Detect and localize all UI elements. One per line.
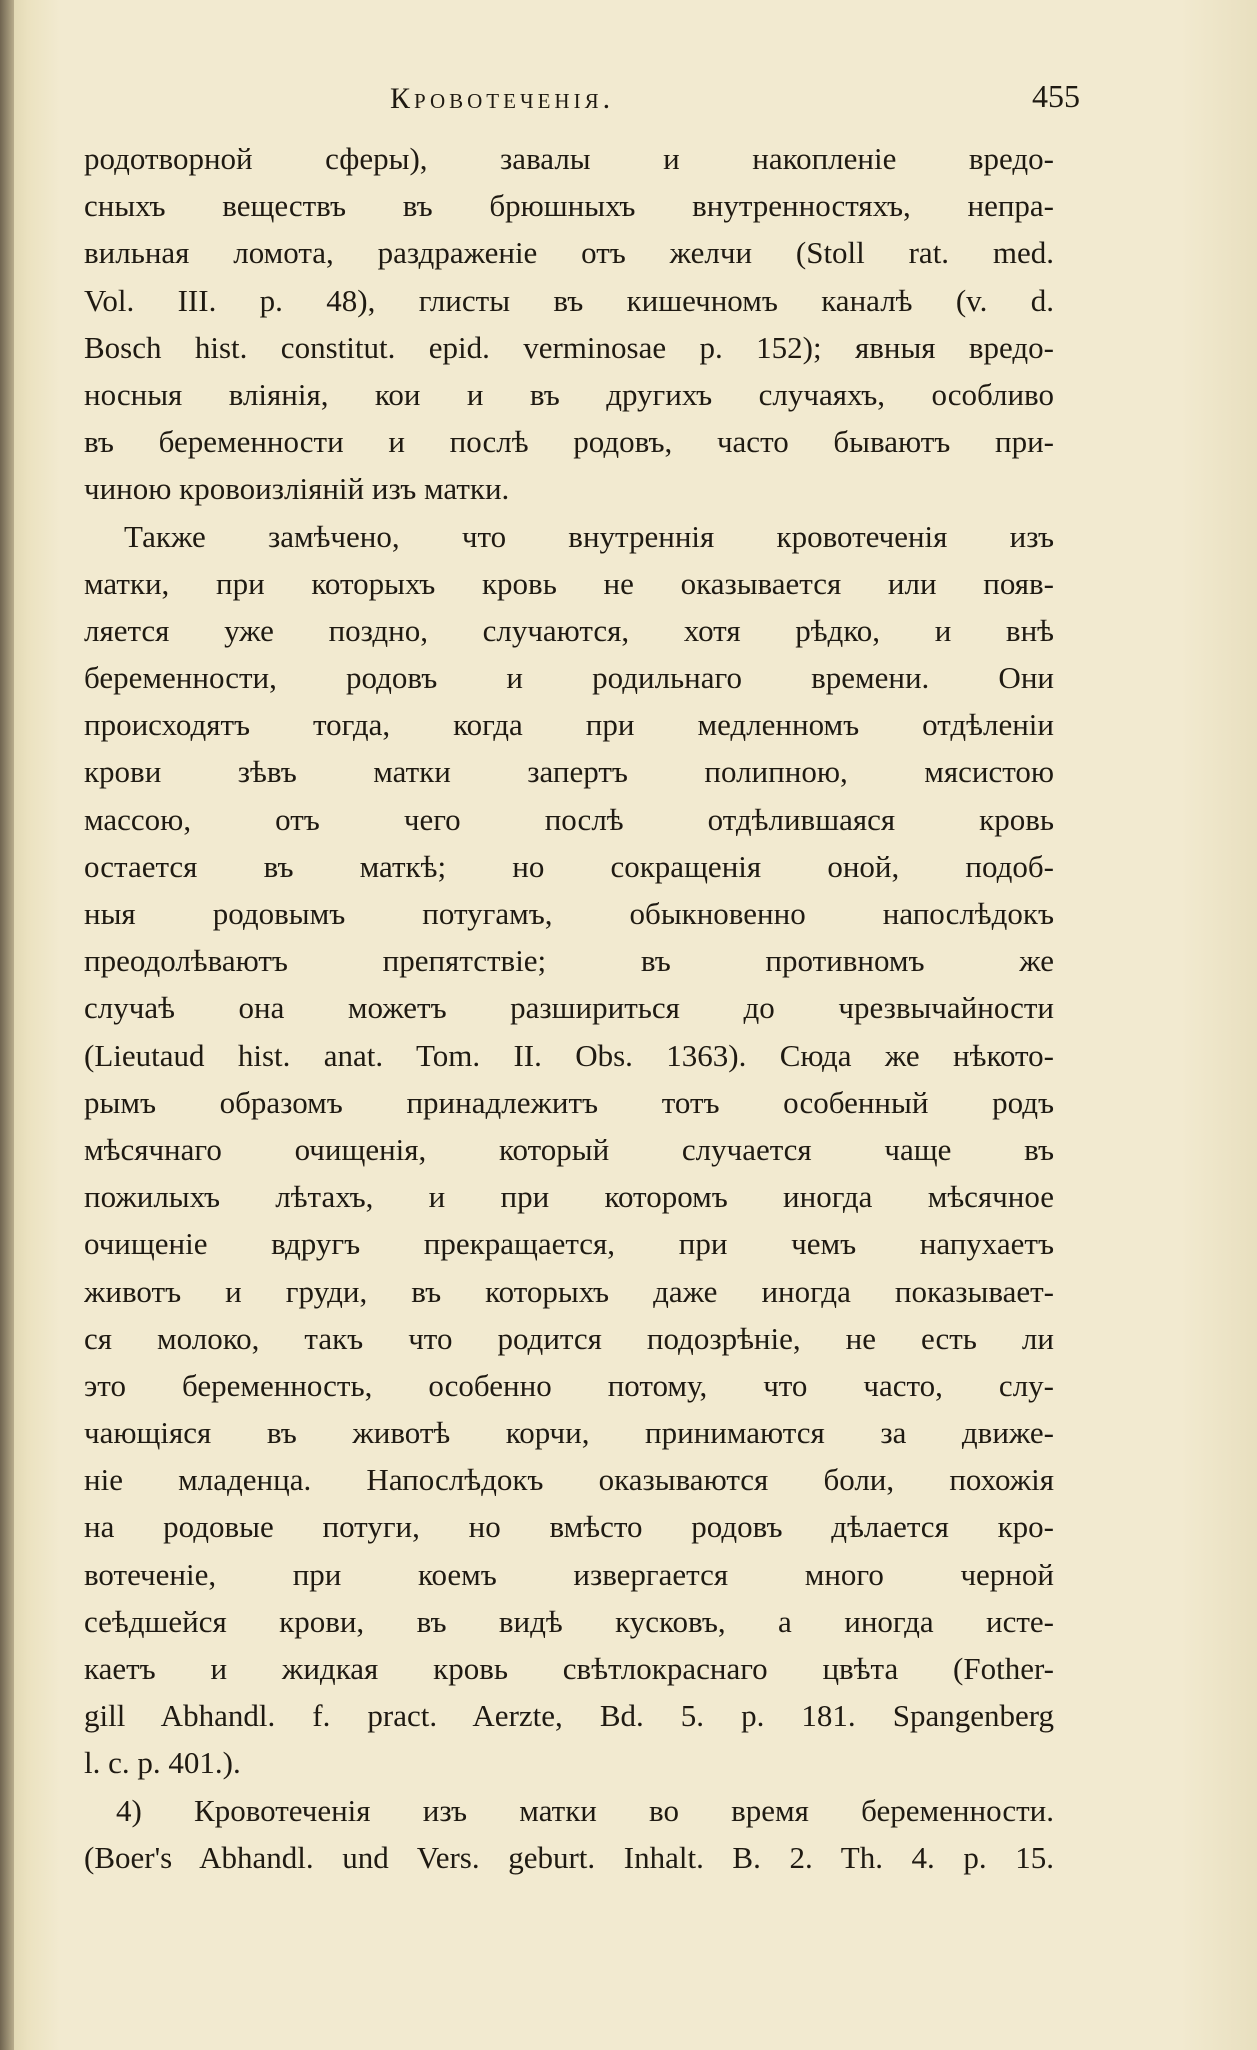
text-line: пожилыхъ лѣтахъ, и при которомъ иногда мѣсячное [84,1179,1054,1215]
text-line: мѣсячнаго очищенія, который случается чаще въ [84,1131,1054,1167]
text-line: ся молоко, такъ что родится подозрѣніе, не есть ли [84,1320,1054,1356]
text-line: рымъ образомъ принадлежитъ тотъ особенный родъ [84,1084,1054,1120]
text-line: ляется уже поздно, случаются, хотя рѣдко, и внѣ [84,612,1054,648]
body-text [84,135,1054,1881]
text-line: 4) Кровотеченія изъ матки во время беременности. [116,1792,1054,1828]
text-line: преодолѣваютъ препятствіе; въ противномъ же [84,943,1054,979]
text-line: родотворной сферы), завалы и накопленіе вредо- [84,141,1054,176]
text-line: Также замѣчено, что внутреннія кровотеченія изъ [124,518,1054,554]
text-line: чающіяся въ животѣ корчи, принимаются за движе- [84,1415,1054,1451]
text-line: очищеніе вдругъ прекращается, при чемъ напухаетъ [84,1226,1054,1262]
text-line: на родовые потуги, но вмѣсто родовъ дѣлается кро- [84,1509,1054,1545]
text-line: (Lieutaud hist. anat. Tom. II. Obs. 1363). Сюда же нѣкото- [84,1037,1054,1073]
text-line: крови зѣвъ матки запертъ полипною, мясистою [84,754,1054,790]
page-header [90,78,1080,128]
text-line: носныя вліянія, кои и въ другихъ случаяхъ, особливо [84,376,1054,412]
text-line: въ беременности и послѣ родовъ, часто бываютъ при- [84,424,1054,460]
text-line: каетъ и жидкая кровь свѣтлокраснаго цвѣта (Fother- [84,1651,1054,1686]
text-line: остается въ маткѣ; но сокращенія оной, подоб- [84,848,1054,884]
text-line: случаѣ она можетъ разшириться до чрезвычайности [84,990,1054,1026]
text-line: ныя родовымъ потугамъ, обыкновенно напослѣдокъ [84,896,1054,931]
text-line: чиною кровоизліяній изъ матки. [84,471,510,507]
text-line: животъ и груди, въ которыхъ даже иногда показывает- [84,1273,1054,1309]
text-line: l. c. p. 401.). [84,1745,241,1781]
running-title: Кровотеченія. [390,82,615,115]
text-line: ніе младенца. Напослѣдокъ оказываются боли, похожія [84,1462,1054,1498]
book-spine-shadow [0,0,14,2050]
text-line: беременности, родовъ и родильнаго времени. Они [84,660,1054,696]
text-line: это беременность, особенно потому, что часто, слу- [84,1367,1054,1403]
text-line: (Boer's Abhandl. und Vers. geburt. Inhalt. B. 2. Th. 4. p. 15. [84,1839,1054,1875]
text-line: сныхъ веществъ въ брюшныхъ внутренностяхъ, непра- [84,188,1054,224]
text-line: Vol. III. p. 48), глисты въ кишечномъ каналѣ (v. d. [84,282,1054,318]
text-line: вотеченіе, при коемъ извергается много черной [84,1556,1054,1592]
text-line: сеѣдшейся крови, въ видѣ кусковъ, а иногда исте- [84,1603,1054,1639]
text-line: матки, при которыхъ кровь не оказывается или появ- [84,565,1054,601]
page-number: 455 [1032,78,1080,114]
text-line: происходятъ тогда, когда при медленномъ отдѣленіи [84,707,1054,743]
text-line: массою, отъ чего послѣ отдѣлившаяся кровь [84,801,1054,837]
text-line: Bosch hist. constitut. epid. verminosae p. 152); явныя вредо- [84,329,1054,365]
text-line: вильная ломота, раздраженіе отъ желчи (Stoll rat. med. [84,235,1054,271]
text-line: gill Abhandl. f. pract. Aerzte, Bd. 5. p. 181. Spangenberg [84,1698,1054,1734]
